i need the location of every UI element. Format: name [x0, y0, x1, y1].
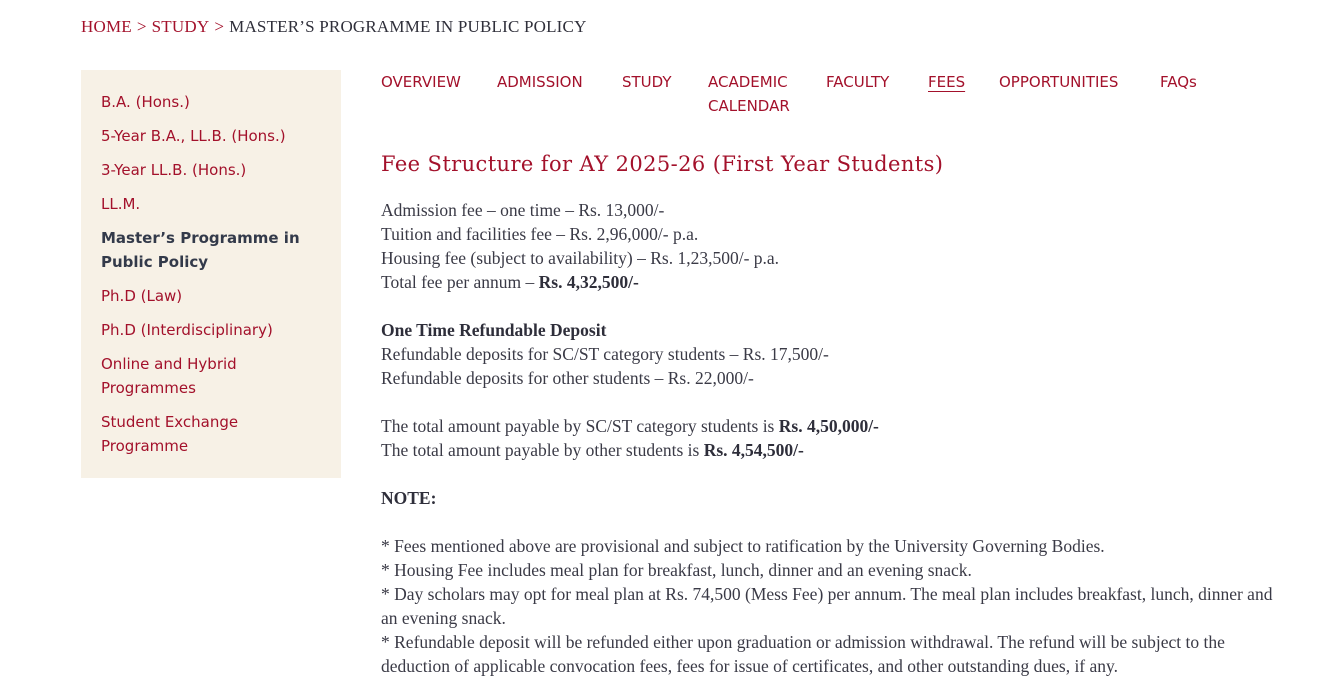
breadcrumb-separator: >	[136, 17, 147, 36]
breadcrumb-current: MASTER’S PROGRAMME IN PUBLIC POLICY	[229, 17, 587, 36]
tab-faqs[interactable]	[1160, 70, 1197, 94]
sidebar-item-online-hybrid[interactable]: Online and Hybrid Programmes	[101, 355, 237, 397]
page-title: Fee Structure for AY 2025-26 (First Year Students)	[381, 152, 944, 176]
sidebar-item-phd-interdisciplinary[interactable]: Ph.D (Interdisciplinary)	[101, 321, 273, 339]
spacer	[381, 390, 1281, 414]
sidebar-item-ba-llb[interactable]: 5-Year B.A., LL.B. (Hons.)	[101, 127, 286, 145]
breadcrumb-study-link[interactable]: STUDY	[151, 17, 210, 36]
tab-label: OVERVIEW	[381, 73, 461, 91]
tab-label: ADMISSION	[497, 73, 583, 91]
total-other-label: The total amount payable by other students is	[381, 440, 704, 460]
tab-overview[interactable]	[381, 70, 461, 94]
total-scst-label: The total amount payable by SC/ST category students is	[381, 416, 779, 436]
deposit-other: Refundable deposits for other students – Rs. 22,000/-	[381, 368, 754, 388]
total-fee-label: Total fee per annum –	[381, 272, 539, 292]
tab-label: FAQs	[1160, 73, 1197, 91]
note-heading-text: NOTE:	[381, 488, 437, 508]
tab-label: FEES	[928, 73, 966, 91]
total-scst	[381, 414, 1281, 438]
total-other	[381, 438, 1281, 462]
note-line: * Fees mentioned above are provisional and subject to ratification by the University Governing Bodies.	[381, 536, 1105, 556]
sidebar-item-student-exchange[interactable]: Student Exchange Programme	[101, 413, 239, 455]
note-line: * Housing Fee includes meal plan for breakfast, lunch, dinner and an evening snack.	[381, 560, 972, 580]
tab-label: OPPORTUNITIES	[999, 73, 1119, 91]
note-line: * Refundable deposit will be refunded either upon graduation or admission withdrawal. The refund will be subject to the deduction of applicable convocation fees, fees for issue of certificates, and other outstanding dues, if any.	[381, 632, 1225, 676]
sidebar-item-public-policy[interactable]: Master’s Programme in Public Policy	[101, 229, 300, 271]
tab-admission[interactable]	[497, 70, 583, 94]
sidebar-item-llm[interactable]: LL.M.	[101, 195, 141, 213]
tab-label: STUDY	[622, 73, 672, 91]
breadcrumb-separator: >	[214, 17, 225, 36]
sidebar-item-llb[interactable]: 3-Year LL.B. (Hons.)	[101, 161, 247, 179]
deposit-heading	[381, 318, 1281, 342]
tab-study[interactable]	[622, 70, 672, 94]
tab-faculty[interactable]	[826, 70, 889, 94]
sidebar-item-phd-law[interactable]: Ph.D (Law)	[101, 287, 183, 305]
sidebar-item-ba-hons[interactable]: B.A. (Hons.)	[101, 93, 190, 111]
total-fee-value: Rs. 4,32,500/-	[538, 272, 639, 292]
deposit-heading-text: One Time Refundable Deposit	[381, 320, 607, 340]
sidebar	[81, 70, 341, 478]
housing-fee: Housing fee (subject to availability) – Rs. 1,23,500/- p.a.	[381, 248, 780, 268]
breadcrumb	[81, 17, 587, 37]
tab-academic-calendar[interactable]	[708, 70, 803, 118]
fee-structure-content	[381, 148, 1281, 678]
tab-opportunities[interactable]	[999, 70, 1118, 94]
total-fee	[381, 270, 1281, 294]
total-other-value: Rs. 4,54,500/-	[703, 440, 804, 460]
total-scst-value: Rs. 4,50,000/-	[778, 416, 879, 436]
spacer	[381, 294, 1281, 318]
sidebar-list	[101, 90, 321, 458]
admission-fee: Admission fee – one time – Rs. 13,000/-	[381, 200, 665, 220]
spacer	[381, 462, 1281, 486]
tab-label: FACULTY	[826, 73, 890, 91]
note-heading	[381, 486, 1281, 510]
tuition-fee: Tuition and facilities fee – Rs. 2,96,000/- p.a.	[381, 224, 699, 244]
deposit-scst: Refundable deposits for SC/ST category students – Rs. 17,500/-	[381, 344, 829, 364]
tab-label: ACADEMIC CALENDAR	[708, 73, 790, 115]
note-line: * Day scholars may opt for meal plan at Rs. 74,500 (Mess Fee) per annum. The meal plan includes breakfast, lunch, dinner and an evening snack.	[381, 584, 1273, 628]
tab-fees[interactable]	[928, 70, 965, 94]
breadcrumb-home-link[interactable]: HOME	[81, 17, 132, 36]
spacer	[381, 510, 1281, 534]
